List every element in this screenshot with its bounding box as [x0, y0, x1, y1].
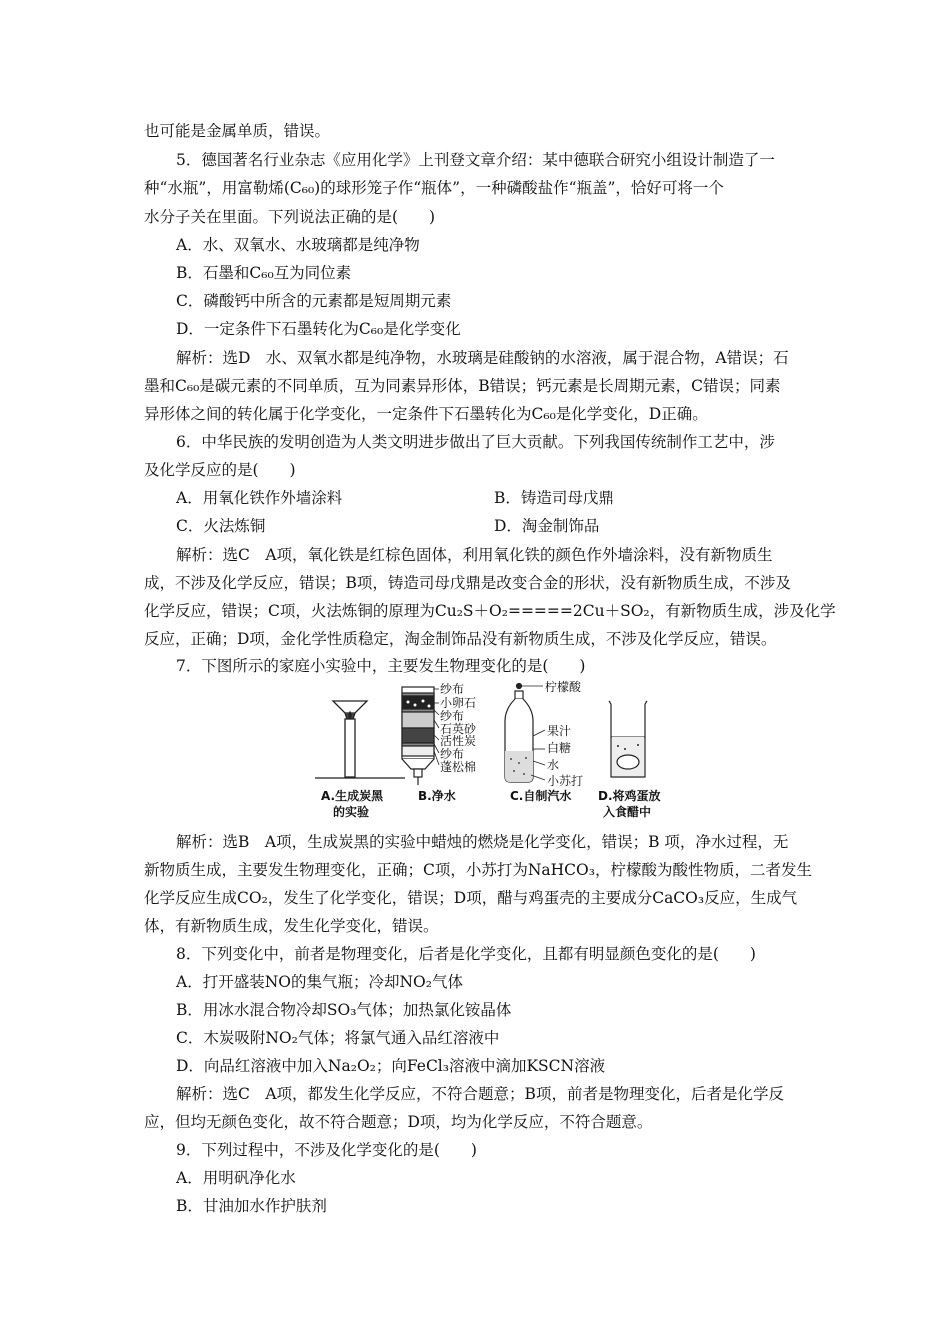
c-label-2: 白糖: [547, 741, 572, 755]
option-c: C．磷酸钙中所含的元素都是短周期元素: [176, 292, 452, 310]
question-5-stem: 5．德国著名行业杂志《应用化学》上刊登文章介绍：某中德联合研究小组设计制造了一: [176, 151, 775, 169]
b-label-7: 蓬松棉: [440, 760, 477, 774]
text-line: 反应，正确；D项，金化学性质稳定，淘金制饰品没有新物质生成，不涉及化学反应，错误。: [144, 630, 777, 648]
b-label-5: 活性炭: [440, 734, 477, 748]
option-b: B．石墨和C₆₀互为同位素: [176, 264, 352, 282]
text-line: 成，不涉及化学反应，错误；B项，铸造司母戊鼎是改变合金的形状，没有新物质生成，不涉及: [144, 574, 791, 592]
analysis-8: 解析：选C A项，都发生化学反应，不符合题意；B项，前者是物理变化，后者是化学反: [176, 1085, 784, 1103]
question-6-stem: 6．中华民族的发明创造为人类文明进步做出了巨大贡献。下列我国传统制作工艺中，涉: [176, 433, 775, 451]
question-7-stem: 7．下图所示的家庭小实验中，主要发生物理变化的是( ): [176, 657, 586, 675]
question-8-stem: 8．下列变化中，前者是物理变化，后者是化学变化，且都有明显颜色变化的是( ): [176, 945, 756, 963]
caption-d-line1: D.将鸡蛋放: [598, 789, 661, 803]
option-b: B．用冰水混合物冷却SO₃气体；加热氯化铵晶体: [176, 1001, 512, 1019]
c-label-top: 柠檬酸: [545, 680, 582, 694]
figure-c-soda-bottle: [505, 684, 545, 783]
c-label-4: 小苏打: [547, 774, 584, 788]
text-line: 化学反应生成CO₂，发生了化学变化，错误；D项，醋与鸡蛋壳的主要成分CaCO₃反应，生成气: [144, 889, 798, 907]
caption-b: B.净水: [418, 789, 456, 803]
option-a: A．水、双氧水、水玻璃都是纯净物: [176, 236, 420, 254]
question-9-stem: 9．下列过程中，不涉及化学变化的是( ): [176, 1141, 477, 1159]
experiment-figure: [305, 679, 675, 829]
b-label-6: 纱布: [440, 747, 465, 761]
option-d: D．淘金制饰品: [494, 517, 600, 535]
c-label-3: 水: [547, 758, 560, 772]
text-line: 及化学反应的是( ): [144, 461, 296, 479]
text-line: 也可能是金属单质，错误。: [144, 122, 331, 140]
caption-d-line2: 入食醋中: [603, 805, 652, 819]
b-label-2: 小卵石: [440, 696, 477, 710]
text-line: 种“水瓶”，用富勒烯(C₆₀)的球形笼子作“瓶体”，一种磷酸盐作“瓶盖”，恰好可将一个: [144, 179, 724, 197]
option-a: A．用明矾净化水: [176, 1169, 296, 1187]
figure-a-candle-apparatus: [315, 701, 405, 778]
figure-b-labels: [440, 681, 477, 774]
b-label-4: 石英砂: [440, 722, 477, 736]
analysis-6: 解析：选C A项，氧化铁是红棕色固体，利用氧化铁的颜色作外墙涂料，没有新物质生: [176, 546, 773, 564]
option-c: C．木炭吸附NO₂气体；将氯气通入品红溶液中: [176, 1029, 500, 1047]
text-line: 异形体之间的转化属于化学变化，一定条件下石墨转化为C₆₀是化学变化，D正确。: [144, 405, 708, 423]
option-a: A．打开盛装NO的集气瓶；冷却NO₂气体: [176, 973, 463, 991]
b-label-3: 纱布: [440, 709, 465, 723]
b-label-1: 纱布: [440, 682, 465, 696]
option-c: C．火法炼铜: [176, 517, 266, 535]
text-line: 体，有新物质生成，发生化学变化，错误。: [144, 917, 439, 935]
text-line: 墨和C₆₀是碳元素的不同单质，互为同素异形体，B错误；钙元素是长周期元素，C错误；同素: [144, 377, 781, 395]
figure-d-egg-in-vinegar: [609, 701, 647, 777]
text-line: 应，但均无颜色变化，故不符合题意；D项，均为化学反应，不符合题意。: [144, 1113, 653, 1131]
figure-captions: [321, 788, 661, 819]
figure-c-labels: [545, 679, 583, 788]
option-d: D．一定条件下石墨转化为C₆₀是化学变化: [176, 320, 461, 338]
text-line: 水分子关在里面。下列说法正确的是( ): [144, 208, 436, 226]
figure-b-water-filter: [402, 687, 439, 785]
c-label-1: 果汁: [547, 724, 572, 738]
option-b: B．甘油加水作护肤剂: [176, 1197, 327, 1215]
caption-c: C.自制汽水: [510, 789, 572, 803]
analysis-7: 解析：选B A项，生成炭黑的实验中蜡烛的燃烧是化学变化，错误；B 项，净水过程，无: [176, 833, 789, 851]
caption-a-line2: 的实验: [333, 805, 370, 819]
option-d: D．向品红溶液中加入Na₂O₂；向FeCl₃溶液中滴加KSCN溶液: [176, 1057, 606, 1075]
option-b: B．铸造司母戊鼎: [494, 489, 614, 507]
text-line: 化学反应，错误；C项，火法炼铜的原理为Cu₂S＋O₂=====2Cu＋SO₂，有新物质生成，涉及化学: [144, 602, 836, 620]
option-a: A．用氧化铁作外墙涂料: [176, 489, 343, 507]
text-line: 新物质生成，主要发生物理变化，正确；C项，小苏打为NaHCO₃，柠檬酸为酸性物质，二者发生: [144, 861, 812, 879]
analysis-5: 解析：选D 水、双氧水都是纯净物，水玻璃是硅酸钠的水溶液，属于混合物，A错误；石: [176, 349, 789, 367]
caption-a-line1: A.生成炭黑: [321, 789, 384, 803]
